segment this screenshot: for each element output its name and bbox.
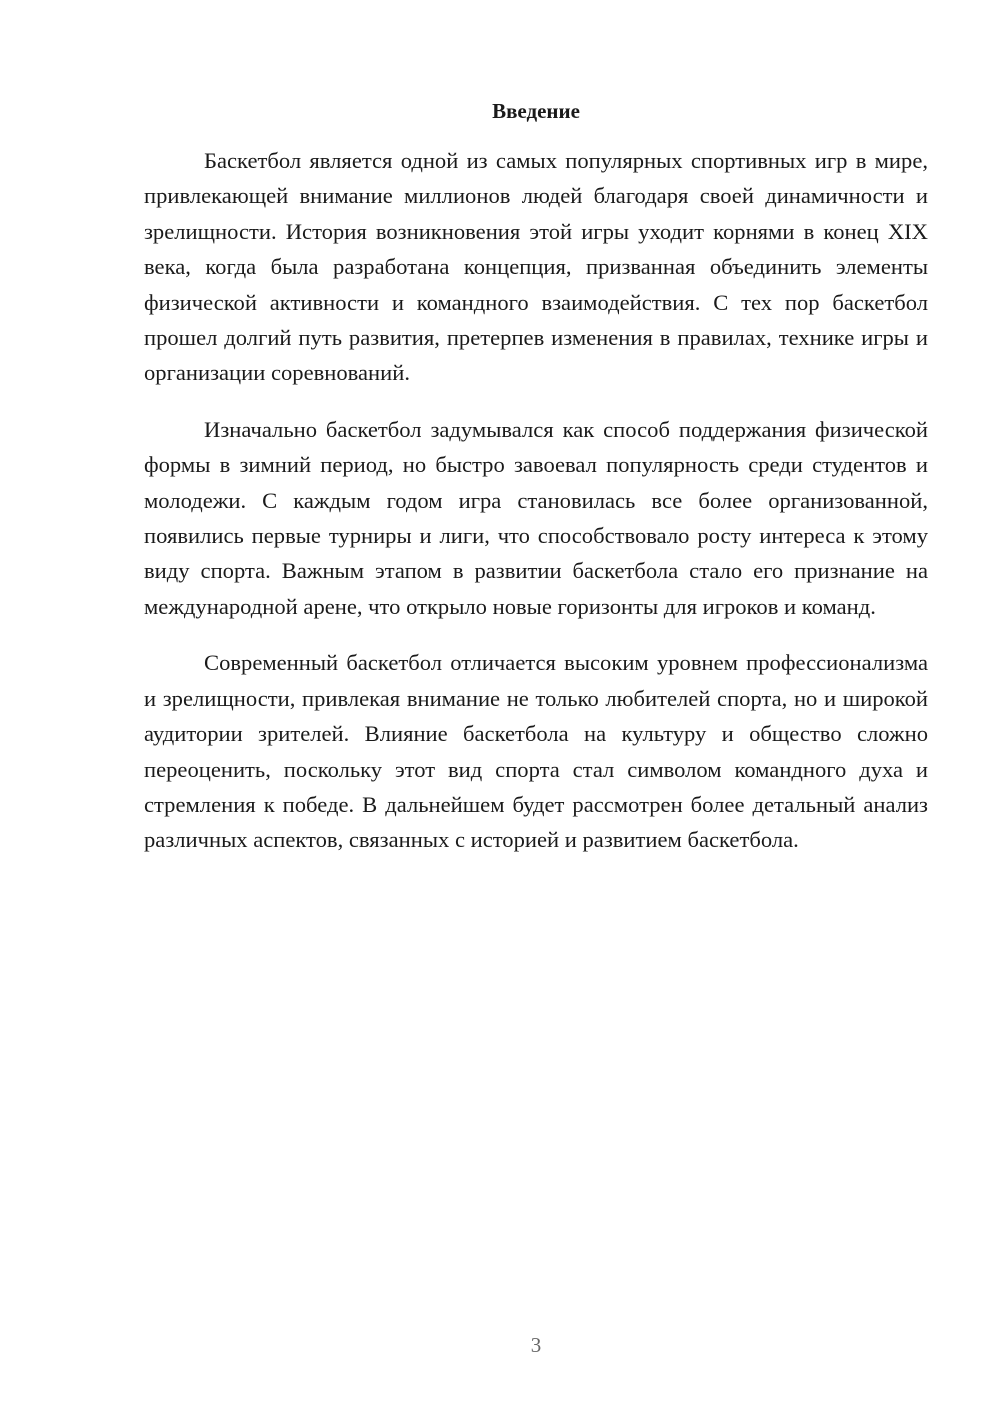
paragraph-1: Баскетбол является одной из самых популярных спортивных игр в мире, привлекающей внимание миллионов людей благодаря своей динамичности и зрелищности. История возникновения этой игры уходит корнями в конец XIX века, когда была разработана концепция, призванная объединить элементы физической активности и командного взаимодействия. С тех пор баскетбол прошел долгий путь развития, претерпев изменения в правилах, технике игры и организации соревнований. — [144, 148, 928, 386]
paragraph-2: Изначально баскетбол задумывался как способ поддержания физической формы в зимний период, но быстро завоевал популярность среди студентов и молодежи. С каждым годом игра становилась все более организованной, появились первые турниры и лиги, что способствовало росту интереса к этому виду спорта. Важным этапом в развитии баскетбола стало его признание на международной арене, что открыло новые горизонты для игроков и команд. — [144, 416, 928, 619]
section-title: Введение — [492, 99, 580, 123]
body-text — [144, 143, 928, 858]
paragraph-3: Современный баскетбол отличается высоким уровнем профессионализма и зрелищности, привлекая внимание не только любителей спорта, но и широкой аудитории зрителей. Влияние баскетбола на культуру и общество сложно переоценить, поскольку этот вид спорта стал символом командного духа и стремления к победе. В дальнейшем будет рассмотрен более детальный анализ различных аспектов, связанных с историей и развитием баскетбола. — [144, 650, 928, 853]
page-number: 3 — [530, 1333, 542, 1357]
